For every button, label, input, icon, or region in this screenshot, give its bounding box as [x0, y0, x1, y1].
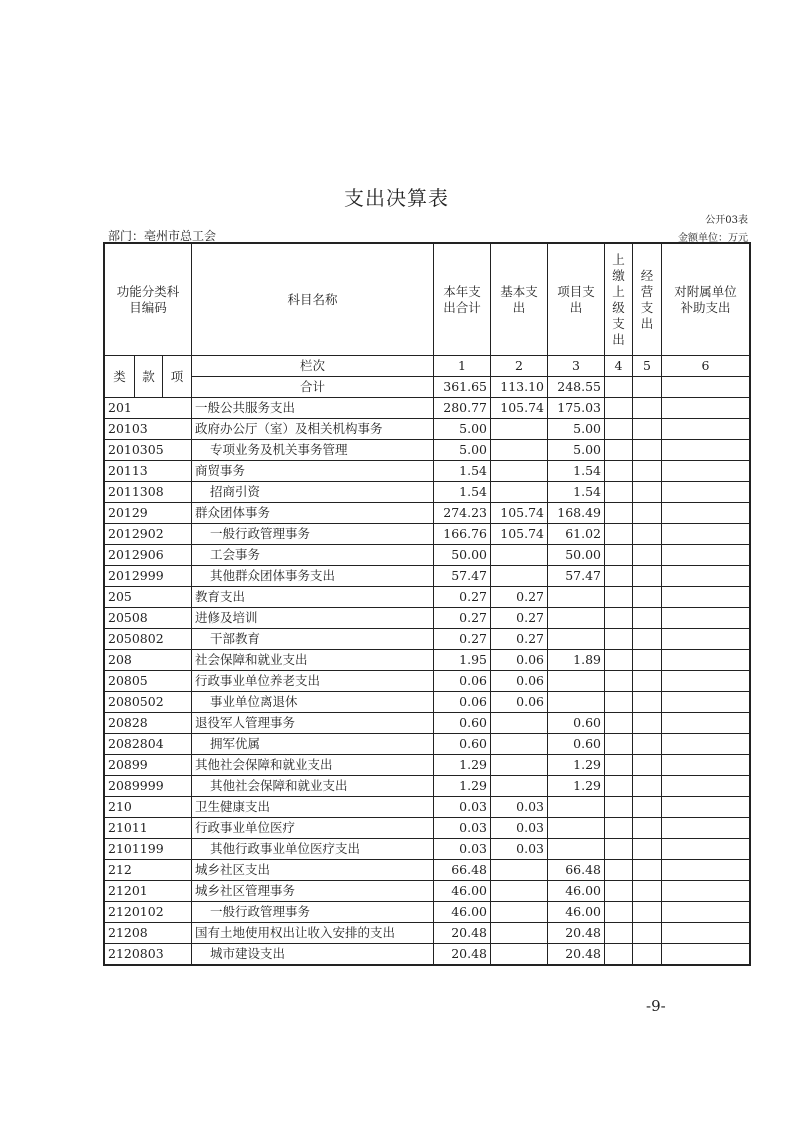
row-col2: [491, 440, 548, 461]
row-name: 社会保障和就业支出: [192, 650, 434, 671]
table-row: [105, 587, 750, 608]
row-col3: 0.60: [548, 713, 605, 734]
row-col4: [605, 461, 633, 482]
row-col5: [633, 839, 662, 860]
total-col5: [633, 377, 662, 398]
row-col1: 166.76: [434, 524, 491, 545]
index-1: 1: [434, 356, 491, 377]
header-name: 科目名称: [192, 244, 434, 356]
row-col6: [662, 545, 750, 566]
row-col3: 20.48: [548, 923, 605, 944]
table-row: [105, 944, 750, 965]
header-code: 功能分类科目编码: [105, 244, 192, 356]
page-title: 支出决算表: [344, 186, 449, 210]
table-row: [105, 545, 750, 566]
row-name: 国有土地使用权出让收入安排的支出: [192, 923, 434, 944]
row-code: 20899: [105, 755, 192, 776]
row-col5: [633, 587, 662, 608]
index-3: 3: [548, 356, 605, 377]
row-col3: 57.47: [548, 566, 605, 587]
row-col6: [662, 482, 750, 503]
header-col4: 上缴上级支出: [605, 244, 633, 356]
row-col6: [662, 629, 750, 650]
row-col1: 1.95: [434, 650, 491, 671]
header-col6: 对附属单位补助支出: [662, 244, 750, 356]
row-col2: 105.74: [491, 503, 548, 524]
header-col3: 项目支出: [548, 244, 605, 356]
row-col5: [633, 440, 662, 461]
row-col2: [491, 545, 548, 566]
department-label: 部门：亳州市总工会: [108, 229, 217, 243]
row-col6: [662, 902, 750, 923]
row-col4: [605, 944, 633, 965]
row-code: 2082804: [105, 734, 192, 755]
row-col5: [633, 692, 662, 713]
row-name: 一般公共服务支出: [192, 398, 434, 419]
row-col6: [662, 587, 750, 608]
row-col6: [662, 818, 750, 839]
row-code: 2089999: [105, 776, 192, 797]
row-col2: [491, 860, 548, 881]
row-col3: 1.29: [548, 776, 605, 797]
row-col2: 0.06: [491, 671, 548, 692]
row-name: 城市建设支出: [192, 944, 434, 965]
row-col3: 1.54: [548, 461, 605, 482]
header-col2: 基本支出: [491, 244, 548, 356]
row-code: 20113: [105, 461, 192, 482]
row-col4: [605, 860, 633, 881]
row-name: 干部教育: [192, 629, 434, 650]
row-col3: 61.02: [548, 524, 605, 545]
row-col1: 50.00: [434, 545, 491, 566]
row-col6: [662, 755, 750, 776]
total-label: 合计: [192, 377, 434, 398]
row-col1: 57.47: [434, 566, 491, 587]
row-name: 退役军人管理事务: [192, 713, 434, 734]
table-row: [105, 713, 750, 734]
table-row: [105, 818, 750, 839]
row-name: 行政事业单位医疗: [192, 818, 434, 839]
row-col2: 0.27: [491, 587, 548, 608]
row-col3: 66.48: [548, 860, 605, 881]
row-col3: 1.29: [548, 755, 605, 776]
total-col3: 248.55: [548, 377, 605, 398]
row-col4: [605, 566, 633, 587]
row-name: 政府办公厅（室）及相关机构事务: [192, 419, 434, 440]
row-col1: 0.06: [434, 692, 491, 713]
row-col4: [605, 419, 633, 440]
table-row: [105, 482, 750, 503]
row-code: 20129: [105, 503, 192, 524]
row-col2: [491, 944, 548, 965]
row-col2: [491, 566, 548, 587]
row-col4: [605, 923, 633, 944]
row-name: 卫生健康支出: [192, 797, 434, 818]
table-row: [105, 839, 750, 860]
row-col5: [633, 713, 662, 734]
row-col2: 0.03: [491, 839, 548, 860]
table-row: [105, 629, 750, 650]
row-col2: 0.27: [491, 629, 548, 650]
row-col5: [633, 398, 662, 419]
row-col6: [662, 461, 750, 482]
row-name: 进修及培训: [192, 608, 434, 629]
header-kuan: 款: [135, 356, 163, 398]
total-col6: [662, 377, 750, 398]
row-col5: [633, 860, 662, 881]
row-col2: [491, 419, 548, 440]
row-col3: 5.00: [548, 440, 605, 461]
row-col5: [633, 482, 662, 503]
row-col5: [633, 734, 662, 755]
page-number: -9-: [646, 997, 666, 1015]
total-col4: [605, 377, 633, 398]
row-col1: 46.00: [434, 902, 491, 923]
row-name: 行政事业单位养老支出: [192, 671, 434, 692]
table-row: [105, 440, 750, 461]
row-name: 工会事务: [192, 545, 434, 566]
index-6: 6: [662, 356, 750, 377]
row-col6: [662, 608, 750, 629]
row-code: 201: [105, 398, 192, 419]
row-col4: [605, 398, 633, 419]
header-lei: 类: [105, 356, 135, 398]
row-col6: [662, 797, 750, 818]
row-col2: [491, 902, 548, 923]
header-row: [105, 244, 750, 356]
row-col6: [662, 839, 750, 860]
row-col6: [662, 881, 750, 902]
table-row: [105, 398, 750, 419]
row-code: 20828: [105, 713, 192, 734]
table-row: [105, 797, 750, 818]
row-col3: [548, 797, 605, 818]
row-code: 208: [105, 650, 192, 671]
row-col4: [605, 713, 633, 734]
row-col5: [633, 755, 662, 776]
row-name: 商贸事务: [192, 461, 434, 482]
lanci-label: 栏次: [192, 356, 434, 377]
row-col1: 0.03: [434, 797, 491, 818]
row-col3: [548, 608, 605, 629]
row-col6: [662, 440, 750, 461]
row-col3: 46.00: [548, 881, 605, 902]
row-col6: [662, 524, 750, 545]
row-col2: [491, 713, 548, 734]
row-col6: [662, 503, 750, 524]
row-col5: [633, 461, 662, 482]
index-5: 5: [633, 356, 662, 377]
table-row: [105, 923, 750, 944]
row-col1: 274.23: [434, 503, 491, 524]
total-col1: 361.65: [434, 377, 491, 398]
row-col1: 0.03: [434, 818, 491, 839]
row-col2: 0.27: [491, 608, 548, 629]
row-col4: [605, 440, 633, 461]
row-col5: [633, 650, 662, 671]
row-code: 20805: [105, 671, 192, 692]
row-col5: [633, 419, 662, 440]
row-col6: [662, 923, 750, 944]
row-col3: [548, 629, 605, 650]
row-col5: [633, 629, 662, 650]
unit-label: 金额单位：万元: [678, 233, 748, 244]
row-col1: 0.27: [434, 629, 491, 650]
row-name: 城乡社区支出: [192, 860, 434, 881]
total-row: [105, 377, 750, 398]
row-col4: [605, 587, 633, 608]
row-col5: [633, 923, 662, 944]
row-col5: [633, 881, 662, 902]
row-name: 一般行政管理事务: [192, 902, 434, 923]
row-col4: [605, 755, 633, 776]
table-row: [105, 461, 750, 482]
row-col4: [605, 629, 633, 650]
row-col4: [605, 503, 633, 524]
row-col4: [605, 671, 633, 692]
row-col1: 0.06: [434, 671, 491, 692]
row-name: 其他社会保障和就业支出: [192, 755, 434, 776]
row-col6: [662, 860, 750, 881]
row-col4: [605, 839, 633, 860]
column-index-row: [105, 356, 750, 377]
table-row: [105, 734, 750, 755]
expenditure-table: [104, 243, 750, 965]
row-col3: 168.49: [548, 503, 605, 524]
row-col2: [491, 482, 548, 503]
row-col1: 1.29: [434, 776, 491, 797]
row-col2: [491, 923, 548, 944]
row-col3: 46.00: [548, 902, 605, 923]
row-col4: [605, 692, 633, 713]
row-col3: 1.54: [548, 482, 605, 503]
row-col1: 1.54: [434, 461, 491, 482]
row-col2: 0.06: [491, 692, 548, 713]
row-col5: [633, 671, 662, 692]
row-col2: 105.74: [491, 398, 548, 419]
row-col2: [491, 461, 548, 482]
table-row: [105, 692, 750, 713]
row-col1: 0.27: [434, 608, 491, 629]
row-name: 城乡社区管理事务: [192, 881, 434, 902]
row-code: 205: [105, 587, 192, 608]
row-col4: [605, 545, 633, 566]
table-row: [105, 419, 750, 440]
row-col6: [662, 566, 750, 587]
row-col5: [633, 902, 662, 923]
row-col3: [548, 692, 605, 713]
header-xiang: 项: [163, 356, 192, 398]
row-col5: [633, 566, 662, 587]
index-2: 2: [491, 356, 548, 377]
row-name: 其他社会保障和就业支出: [192, 776, 434, 797]
row-col6: [662, 692, 750, 713]
row-col1: 0.60: [434, 713, 491, 734]
header-col1: 本年支出合计: [434, 244, 491, 356]
table-row: [105, 902, 750, 923]
row-code: 21208: [105, 923, 192, 944]
row-code: 2012902: [105, 524, 192, 545]
row-col5: [633, 524, 662, 545]
row-col1: 0.03: [434, 839, 491, 860]
row-col1: 5.00: [434, 440, 491, 461]
row-col5: [633, 608, 662, 629]
row-col6: [662, 944, 750, 965]
row-code: 21011: [105, 818, 192, 839]
row-code: 2012999: [105, 566, 192, 587]
row-name: 其他群众团体事务支出: [192, 566, 434, 587]
row-name: 一般行政管理事务: [192, 524, 434, 545]
table-row: [105, 650, 750, 671]
row-col4: [605, 482, 633, 503]
row-col4: [605, 734, 633, 755]
row-col4: [605, 650, 633, 671]
row-col2: 0.06: [491, 650, 548, 671]
row-code: 2120803: [105, 944, 192, 965]
row-col3: [548, 818, 605, 839]
row-col5: [633, 545, 662, 566]
row-col2: [491, 881, 548, 902]
row-name: 招商引资: [192, 482, 434, 503]
row-code: 2050802: [105, 629, 192, 650]
row-col2: [491, 755, 548, 776]
row-col2: 105.74: [491, 524, 548, 545]
row-col2: 0.03: [491, 818, 548, 839]
row-col1: 66.48: [434, 860, 491, 881]
row-col3: [548, 587, 605, 608]
row-col1: 5.00: [434, 419, 491, 440]
row-col1: 1.29: [434, 755, 491, 776]
row-col6: [662, 398, 750, 419]
row-col5: [633, 818, 662, 839]
row-col1: 0.60: [434, 734, 491, 755]
row-col2: [491, 776, 548, 797]
table-row: [105, 566, 750, 587]
row-col1: 1.54: [434, 482, 491, 503]
row-col4: [605, 608, 633, 629]
row-col3: 5.00: [548, 419, 605, 440]
row-code: 212: [105, 860, 192, 881]
row-name: 专项业务及机关事务管理: [192, 440, 434, 461]
row-code: 20103: [105, 419, 192, 440]
row-col5: [633, 944, 662, 965]
table-row: [105, 608, 750, 629]
row-code: 21201: [105, 881, 192, 902]
row-col2: [491, 734, 548, 755]
row-name: 其他行政事业单位医疗支出: [192, 839, 434, 860]
row-col1: 46.00: [434, 881, 491, 902]
row-col4: [605, 797, 633, 818]
row-col3: 50.00: [548, 545, 605, 566]
row-col5: [633, 776, 662, 797]
row-col5: [633, 503, 662, 524]
row-name: 教育支出: [192, 587, 434, 608]
row-col3: [548, 839, 605, 860]
row-col4: [605, 881, 633, 902]
row-code: 2011308: [105, 482, 192, 503]
row-col1: 280.77: [434, 398, 491, 419]
row-code: 2012906: [105, 545, 192, 566]
form-number: 公开03表: [705, 215, 748, 226]
row-col3: [548, 671, 605, 692]
row-col3: 175.03: [548, 398, 605, 419]
row-name: 事业单位离退休: [192, 692, 434, 713]
index-4: 4: [605, 356, 633, 377]
table-row: [105, 755, 750, 776]
table-row: [105, 776, 750, 797]
header-col5: 经营支出: [633, 244, 662, 356]
table-row: [105, 503, 750, 524]
row-code: 210: [105, 797, 192, 818]
row-code: 2120102: [105, 902, 192, 923]
table-row: [105, 860, 750, 881]
row-name: 拥军优属: [192, 734, 434, 755]
row-col1: 0.27: [434, 587, 491, 608]
row-col6: [662, 671, 750, 692]
row-col1: 20.48: [434, 923, 491, 944]
table-row: [105, 524, 750, 545]
row-col6: [662, 713, 750, 734]
row-code: 2080502: [105, 692, 192, 713]
table-row: [105, 671, 750, 692]
row-col6: [662, 734, 750, 755]
row-col5: [633, 797, 662, 818]
row-code: 2101199: [105, 839, 192, 860]
row-col3: 20.48: [548, 944, 605, 965]
row-col4: [605, 818, 633, 839]
row-col4: [605, 776, 633, 797]
row-col1: 20.48: [434, 944, 491, 965]
row-code: 20508: [105, 608, 192, 629]
row-col4: [605, 902, 633, 923]
row-code: 2010305: [105, 440, 192, 461]
row-col4: [605, 524, 633, 545]
row-col3: 0.60: [548, 734, 605, 755]
total-col2: 113.10: [491, 377, 548, 398]
row-name: 群众团体事务: [192, 503, 434, 524]
row-col6: [662, 776, 750, 797]
row-col2: 0.03: [491, 797, 548, 818]
row-col6: [662, 650, 750, 671]
table-row: [105, 881, 750, 902]
row-col3: 1.89: [548, 650, 605, 671]
row-col6: [662, 419, 750, 440]
